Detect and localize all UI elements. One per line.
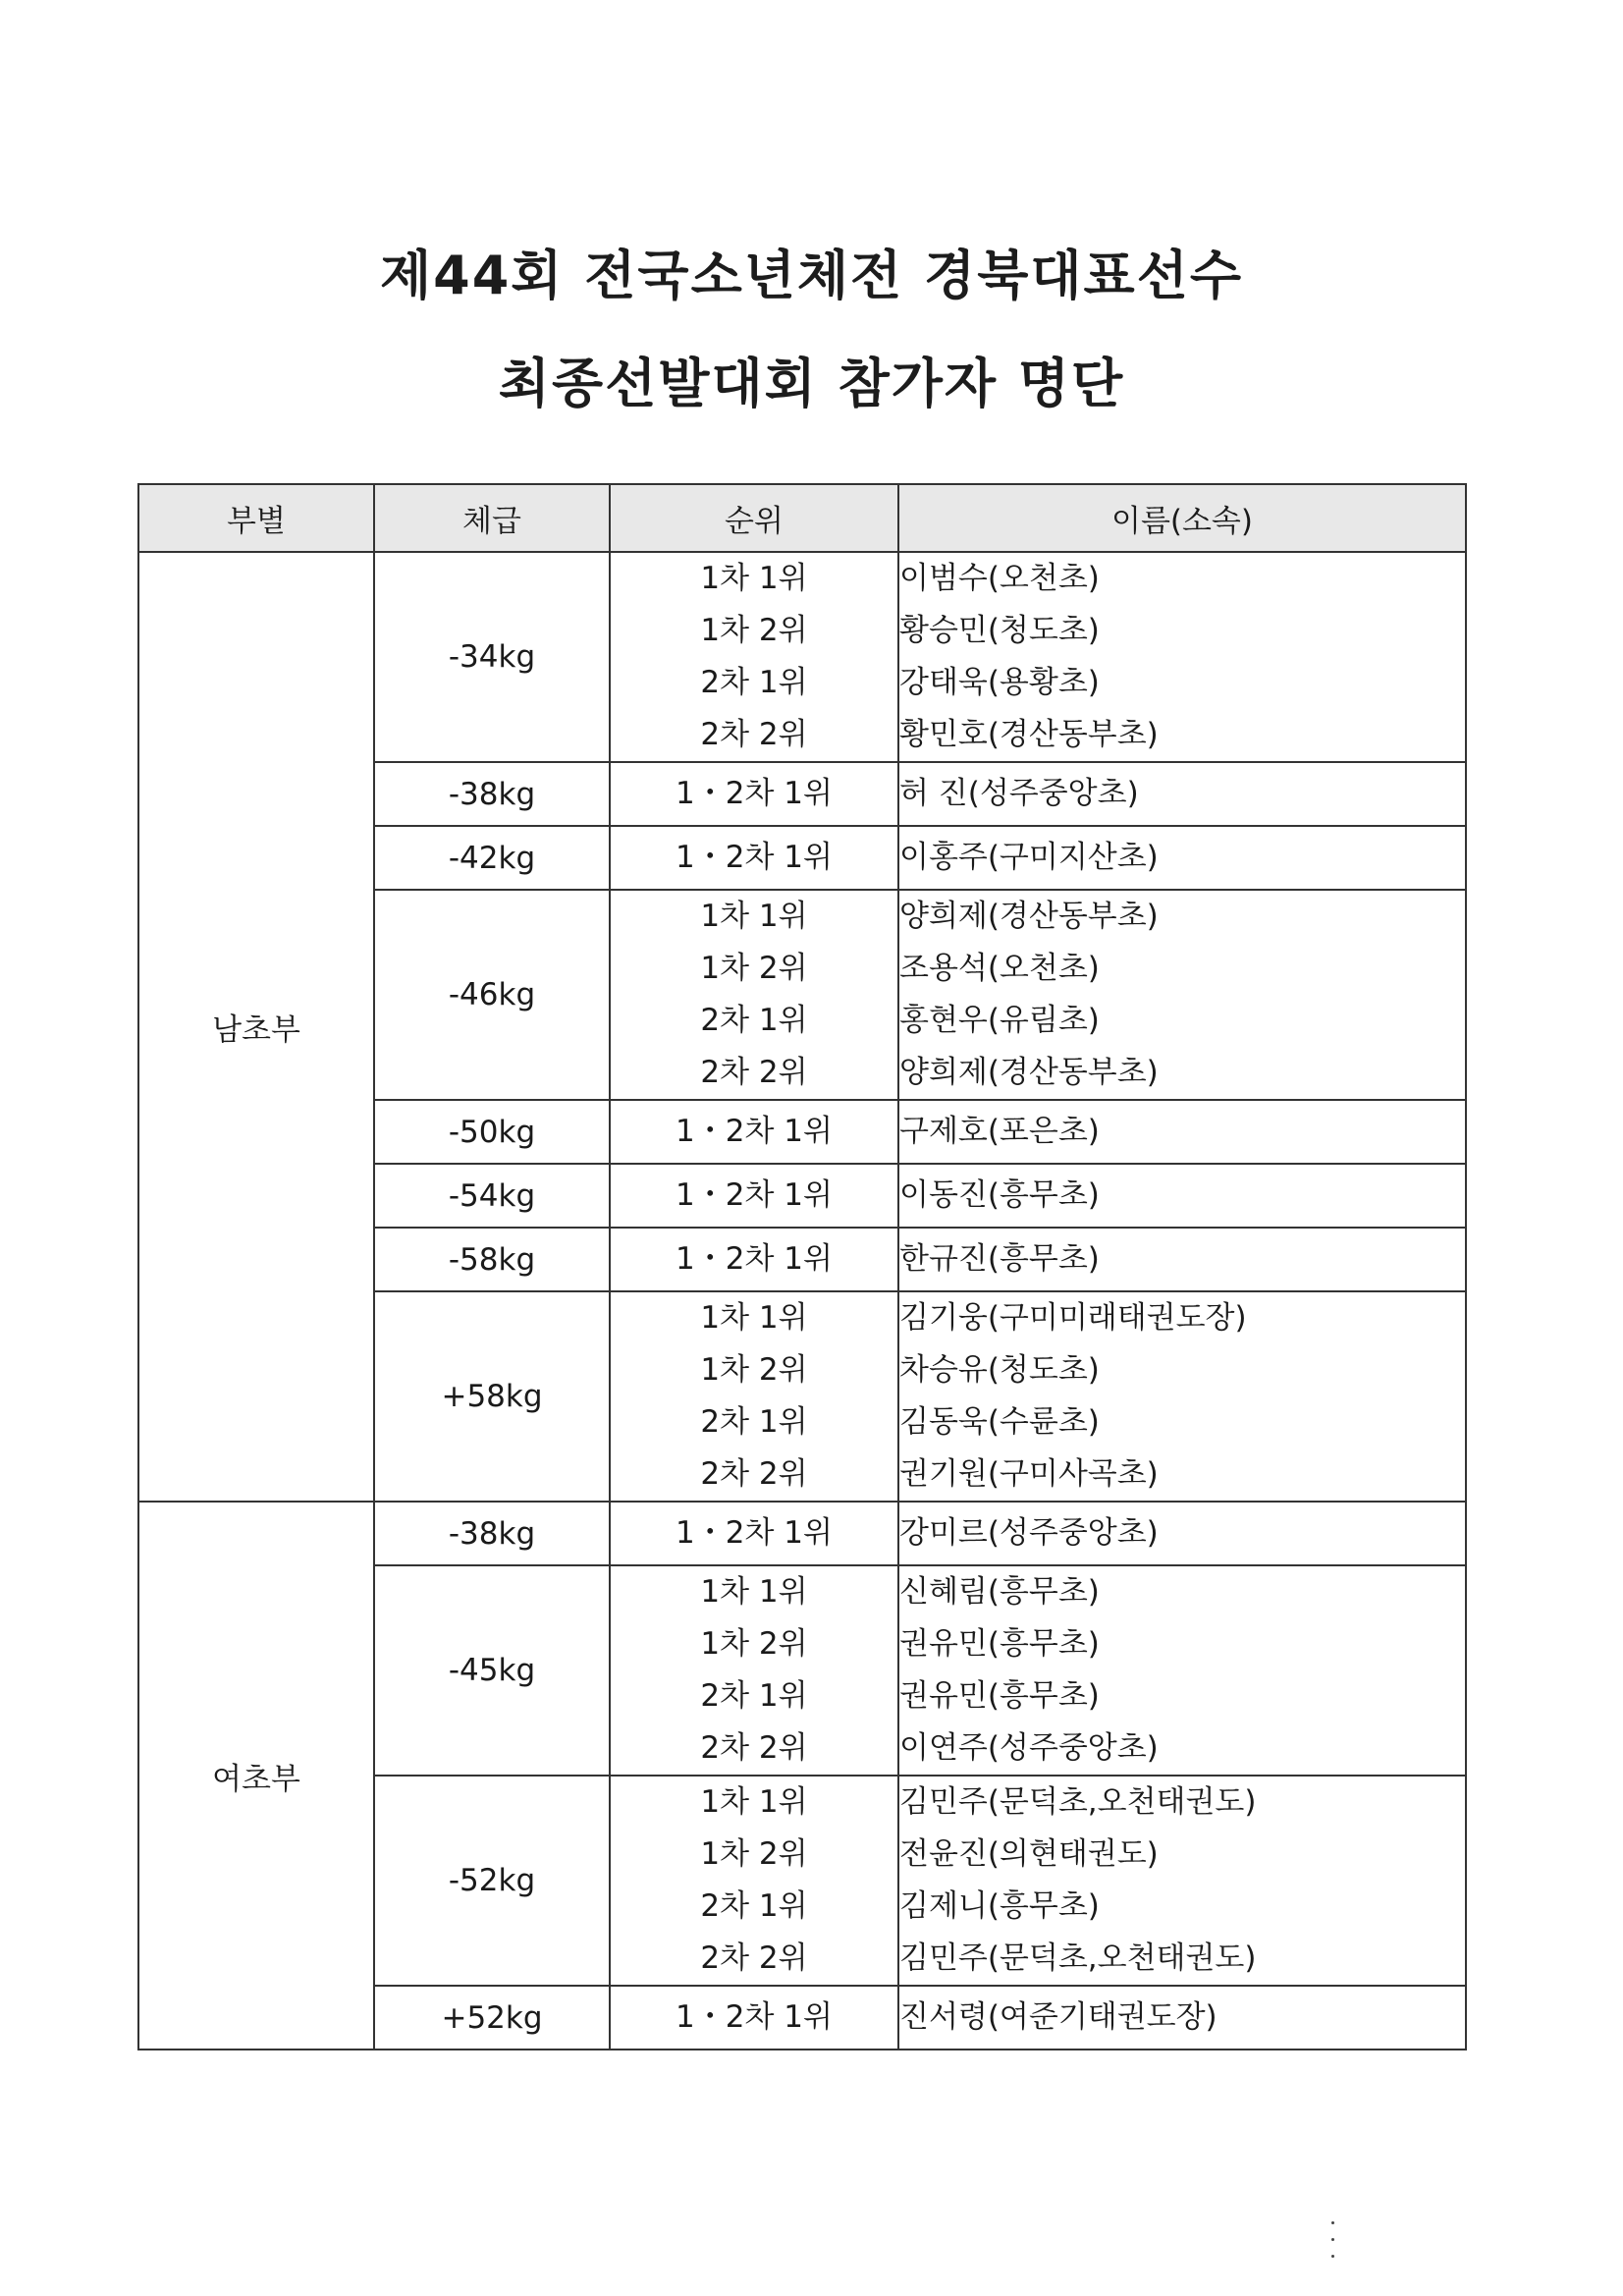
- name-cell: [898, 1228, 1466, 1291]
- name-cell: [898, 1565, 1466, 1776]
- athlete-name-text: 권유민(흥무초): [899, 1626, 1100, 1662]
- rank-text: 2차 2위: [700, 1456, 808, 1492]
- rank-cell: [610, 1164, 898, 1228]
- rank-text: 1차 1위: [700, 1300, 808, 1336]
- weight-class-cell: +52kg: [374, 1986, 610, 2050]
- name-cell: [898, 1291, 1466, 1502]
- rank-cell: [610, 1502, 898, 1565]
- rank-cell: [610, 1100, 898, 1164]
- dot: [1331, 2238, 1334, 2241]
- rank-text: 1차 1위: [700, 1574, 808, 1610]
- athlete-name-text: 김민주(문덕초,오천태권도): [899, 1784, 1257, 1820]
- athlete-name-text: 한규진(흥무초): [899, 1241, 1100, 1277]
- document-title-line-1: 제44회 전국소년체전 경북대표선수: [379, 245, 1244, 306]
- header-row: [138, 484, 1466, 552]
- athlete-name-text: 차승유(청도초): [899, 1352, 1100, 1388]
- rank-text: 2차 2위: [700, 1730, 808, 1766]
- name-cell: [898, 1986, 1466, 2050]
- athlete-name-text: 김제니(흥무초): [899, 1888, 1100, 1924]
- athlete-name-text: 허 진(성주중앙초): [899, 776, 1139, 811]
- rank-text: 1차 1위: [700, 899, 808, 934]
- page-marks: [1331, 2221, 1335, 2271]
- athlete-name-text: 홍현우(유림초): [899, 1003, 1100, 1038]
- rank-cell: [610, 1986, 898, 2050]
- athlete-name-text: 이연주(성주중앙초): [899, 1730, 1159, 1766]
- athlete-name-text: 강미르(성주중앙초): [899, 1515, 1159, 1551]
- athlete-name-text: 강태욱(용황초): [899, 665, 1100, 700]
- rank-text: 2차 2위: [700, 1055, 808, 1090]
- name-cell: [898, 1164, 1466, 1228]
- division-cell: 남초부: [138, 552, 374, 1502]
- rank-text: 2차 2위: [700, 1941, 808, 1976]
- athlete-name-text: 조용석(오천초): [899, 951, 1100, 986]
- name-cell: [898, 552, 1466, 762]
- rank-text: 2차 1위: [700, 1678, 808, 1714]
- header-division: 부별: [138, 484, 374, 552]
- roster-table: [137, 483, 1467, 2050]
- document-title-line-2: 최종선발대회 참가자 명단: [498, 353, 1125, 414]
- dot: [1331, 2255, 1334, 2258]
- weight-class-cell: -50kg: [374, 1100, 610, 1164]
- weight-class-cell: -52kg: [374, 1776, 610, 1986]
- rank-cell: [610, 1228, 898, 1291]
- athlete-name-text: 권유민(흥무초): [899, 1678, 1100, 1714]
- rank-cell: [610, 890, 898, 1100]
- rank-text: 1차 2위: [700, 1836, 808, 1872]
- rank-text: 2차 1위: [700, 1888, 808, 1924]
- athlete-name-text: 김동욱(수륜초): [899, 1404, 1100, 1440]
- rank-text: 2차 1위: [700, 1404, 808, 1440]
- weight-class-cell: -38kg: [374, 1502, 610, 1565]
- rank-cell: [610, 1565, 898, 1776]
- rank-text: 1차 2위: [700, 1626, 808, 1662]
- name-cell: [898, 1502, 1466, 1565]
- athlete-name-text: 이홍주(구미지산초): [899, 840, 1159, 875]
- rank-text: 1・2차 1위: [676, 840, 833, 875]
- weight-class-cell: -34kg: [374, 552, 610, 762]
- name-cell: [898, 762, 1466, 826]
- name-cell: [898, 826, 1466, 890]
- rank-text: 2차 1위: [700, 1003, 808, 1038]
- rank-text: 1차 2위: [700, 613, 808, 648]
- athlete-name-text: 이범수(오천초): [899, 561, 1100, 596]
- athlete-name-text: 김기웅(구미미래태권도장): [899, 1300, 1247, 1336]
- name-cell: [898, 1776, 1466, 1986]
- athlete-name-text: 진서령(여준기태권도장): [899, 1999, 1217, 2035]
- rank-text: 1・2차 1위: [676, 1114, 833, 1149]
- athlete-name-text: 양희제(경산동부초): [899, 1055, 1159, 1090]
- rank-cell: [610, 1291, 898, 1502]
- rank-text: 1・2차 1위: [676, 1515, 833, 1551]
- weight-class-cell: -46kg: [374, 890, 610, 1100]
- athlete-name-text: 권기원(구미사곡초): [899, 1456, 1159, 1492]
- athlete-name-text: 신혜림(흥무초): [899, 1574, 1100, 1610]
- weight-class-row: [138, 552, 1466, 762]
- rank-text: 1・2차 1위: [676, 1241, 833, 1277]
- dot: [1331, 2221, 1334, 2224]
- header-rank: 순위: [610, 484, 898, 552]
- rank-cell: [610, 1776, 898, 1986]
- athlete-name-text: 양희제(경산동부초): [899, 899, 1159, 934]
- rank-text: 1차 2위: [700, 1352, 808, 1388]
- rank-text: 1・2차 1위: [676, 776, 833, 811]
- athlete-name-text: 이동진(흥무초): [899, 1177, 1100, 1213]
- weight-class-cell: -45kg: [374, 1565, 610, 1776]
- weight-class-cell: -42kg: [374, 826, 610, 890]
- athlete-name-text: 황승민(청도초): [899, 613, 1100, 648]
- athlete-name-text: 구제호(포은초): [899, 1114, 1100, 1149]
- athlete-name-text: 전윤진(의현태권도): [899, 1836, 1159, 1872]
- rank-text: 1차 1위: [700, 1784, 808, 1820]
- weight-class-cell: +58kg: [374, 1291, 610, 1502]
- rank-text: 1・2차 1위: [676, 1177, 833, 1213]
- name-cell: [898, 890, 1466, 1100]
- weight-class-cell: -38kg: [374, 762, 610, 826]
- rank-text: 1・2차 1위: [676, 1999, 833, 2035]
- weight-class-cell: -54kg: [374, 1164, 610, 1228]
- roster-body: [138, 552, 1466, 2050]
- rank-cell: [610, 762, 898, 826]
- weight-class-cell: -58kg: [374, 1228, 610, 1291]
- rank-cell: [610, 552, 898, 762]
- rank-text: 2차 1위: [700, 665, 808, 700]
- athlete-name-text: 김민주(문덕초,오천태권도): [899, 1941, 1257, 1976]
- header-weight-class: 체급: [374, 484, 610, 552]
- division-cell: 여초부: [138, 1502, 374, 2050]
- rank-cell: [610, 826, 898, 890]
- weight-class-row: [138, 1502, 1466, 1565]
- athlete-name-text: 황민호(경산동부초): [899, 717, 1159, 752]
- header-name-affiliation: 이름(소속): [898, 484, 1466, 552]
- rank-text: 2차 2위: [700, 717, 808, 752]
- name-cell: [898, 1100, 1466, 1164]
- rank-text: 1차 2위: [700, 951, 808, 986]
- rank-text: 1차 1위: [700, 561, 808, 596]
